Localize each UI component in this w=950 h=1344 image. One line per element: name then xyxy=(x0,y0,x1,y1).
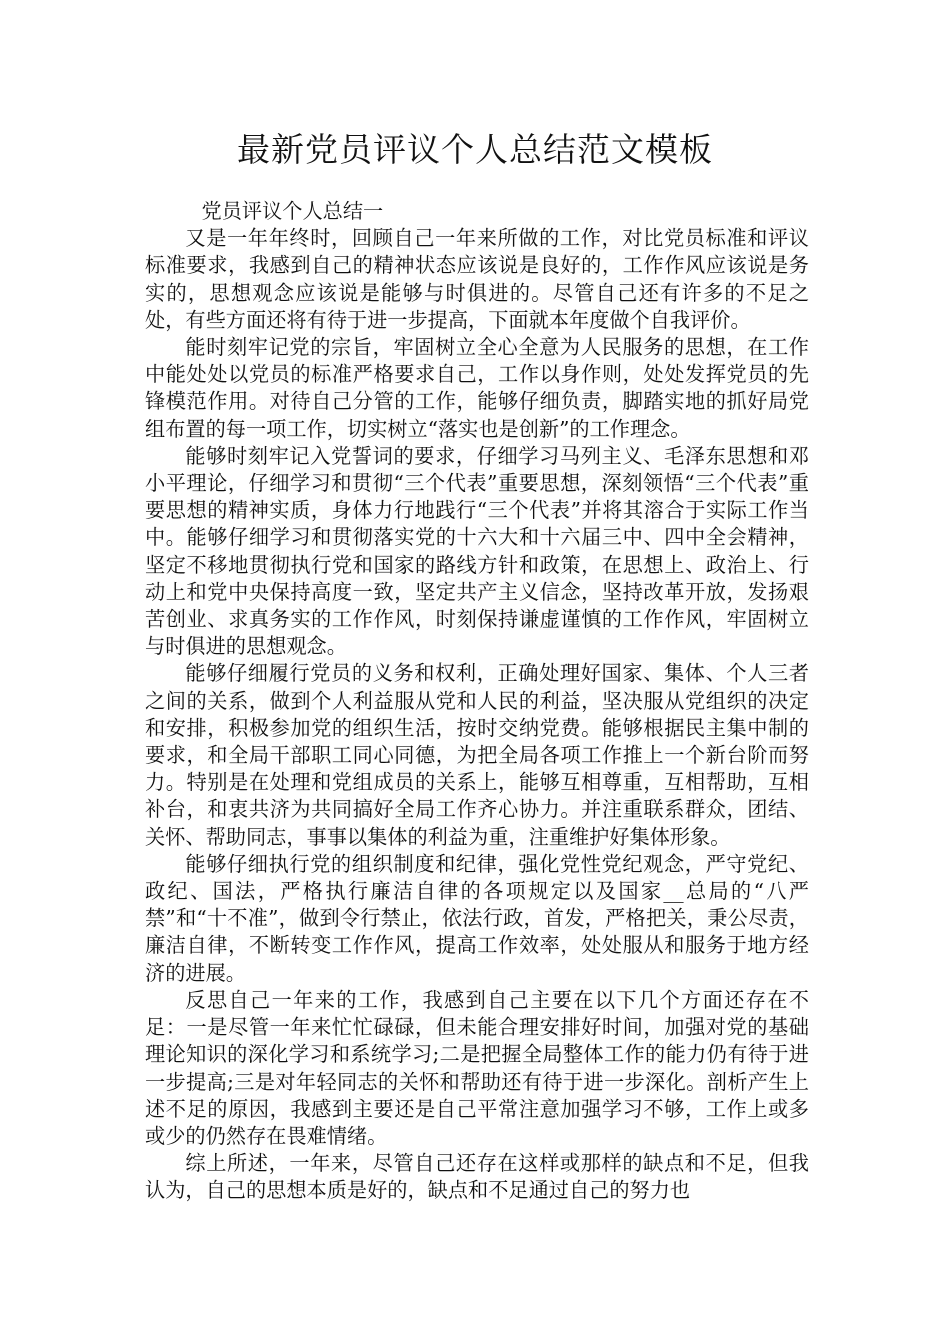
document-body xyxy=(145,198,809,1205)
paragraph-1: 又是一年年终时，回顾自己一年来所做的工作，对比党员标准和评议标准要求，我感到自己的精神状态应该说是良好的，工作作风应该说是务实的，思想观念应该说是能够与时俱进的。尽管自己还有许多的不足之处，有些方面还将有待于进一步提高，下面就本年度做个自我评价。 xyxy=(145,226,809,332)
paragraph-5: 能够仔细执行党的组织制度和纪律，强化党性党纪观念，严守党纪、政纪、国法，严格执行廉洁自律的各项规定以及国家__总局的“八严禁”和“十不准”，做到令行禁止，依法行政，首发，严格把关，秉公尽责，廉洁自律，不断转变工作作风，提高工作效率，处处服从和服务于地方经济的进展。 xyxy=(145,851,809,985)
section-heading: 党员评议个人总结一 xyxy=(201,199,384,223)
paragraph-7: 综上所述，一年来，尽管自己还存在这样或那样的缺点和不足，但我认为，自己的思想本质是好的，缺点和不足通过自己的努力也 xyxy=(145,1151,809,1203)
paragraph-2: 能时刻牢记党的宗旨，牢固树立全心全意为人民服务的思想，在工作中能处处以党员的标准严格要求自己，工作以身作则，处处发挥党员的先锋模范作用。对待自己分管的工作，能够仔细负责，脚踏实地的抓好局党组布置的每一项工作，切实树立“落实也是创新”的工作理念。 xyxy=(145,335,809,441)
paragraph-6: 反思自己一年来的工作，我感到自己主要在以下几个方面还存在不足：一是尽管一年来忙忙碌碌，但未能合理安排好时间，加强对党的基础理论知识的深化学习和系统学习;二是把握全局整体工作的能力仍有待于进一步提高;三是对年轻同志的关怀和帮助还有待于进一步深化。剖析产生上述不足的原因，我感到主要还是自己平常注意加强学习不够，工作上或多或少的仍然存在畏难情绪。 xyxy=(145,987,809,1148)
paragraph-4: 能够仔细履行党员的义务和权利，正确处理好国家、集体、个人三者之间的关系，做到个人利益服从党和人民的利益，坚决服从党组织的决定和安排，积极参加党的组织生活，按时交纳党费。能够根据民主集中制的要求，和全局干部职工同心同德，为把全局各项工作推上一个新台阶而努力。特别是在处理和党组成员的关系上，能够互相尊重，互相帮助，互相补台，和衷共济为共同搞好全局工作齐心协力。并注重联系群众，团结、关怀、帮助同志，事事以集体的利益为重，注重维护好集体形象。 xyxy=(145,661,809,849)
paragraph-3: 能够时刻牢记入党誓词的要求，仔细学习马列主义、毛泽东思想和邓小平理论，仔细学习和贯彻“三个代表”重要思想，深刻领悟“三个代表”重要思想的精神实质，身体力行地践行“三个代表”并将其溶合于实际工作当中。能够仔细学习和贯彻落实党的十六大和十六届三中、四中全会精神，坚定不移地贯彻执行党和国家的路线方针和政策，在思想上、政治上、行动上和党中央保持高度一致，坚定共产主义信念，坚持改革开放，发扬艰苦创业、求真务实的工作作风，时刻保持谦虚谨慎的工作作风，牢固树立与时俱进的思想观念。 xyxy=(145,443,809,659)
document-title: 最新党员评议个人总结范文模板 xyxy=(237,130,713,169)
